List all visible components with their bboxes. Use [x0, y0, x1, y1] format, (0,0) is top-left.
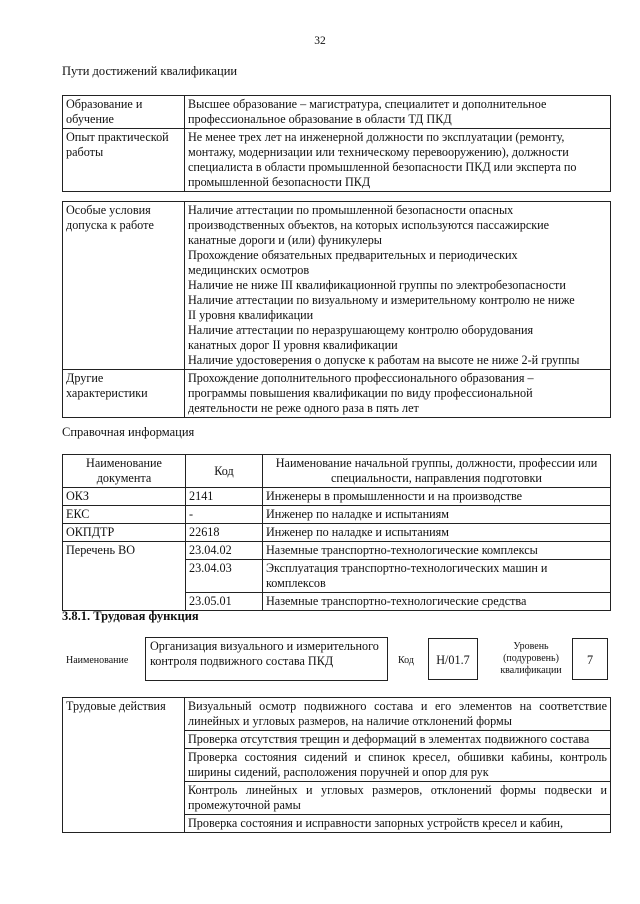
function-name-value: Организация визуального и измерительного контроля подвижного состава ПКД: [145, 637, 388, 681]
paths-heading: Пути достижений квалификации: [62, 64, 238, 78]
header-name: Наименование начальной группы, должности, профессии или специальности, направления подготовки: [263, 455, 611, 488]
cell-name: Наземные транспортно-технологические средства: [263, 593, 611, 611]
table-row: [63, 524, 611, 542]
table-row: [63, 488, 611, 506]
page-number: 32: [314, 35, 326, 47]
row-value: Высшее образование – магистратура, специалитет и дополнительное профессиональное образование в области ТД ПКД: [185, 96, 611, 129]
action-item: Визуальный осмотр подвижного состава и его элементов на соответствие линейных и угловых размеров, на наличие отклонений формы: [185, 698, 611, 731]
table-row: [63, 129, 611, 192]
cell-name: Эксплуатация транспортно-технологических машин и комплексов: [263, 560, 611, 593]
conditions-table: [62, 201, 611, 418]
cell-doc: ЕКС: [63, 506, 186, 524]
cell-doc: Перечень ВО: [63, 542, 186, 611]
action-item: Проверка отсутствия трещин и деформаций в элементах подвижного состава: [185, 731, 611, 749]
row-label: Другие характеристики: [63, 370, 185, 418]
cell-code: 22618: [186, 524, 263, 542]
row-label: Образование и обучение: [63, 96, 185, 129]
name-label: Наименование: [66, 655, 129, 666]
table-row: [63, 698, 611, 731]
education-table: [62, 95, 611, 192]
level-value: 7: [572, 638, 608, 680]
row-value: Прохождение дополнительного профессионального образования – программы повышения квалификации по виду профессиональной деятельности не реже одного раза в пять лет: [185, 370, 611, 418]
cell-doc: ОКПДТР: [63, 524, 186, 542]
action-item: Проверка состояния сидений и спинок кресел, обшивки кабины, контроль ширины сидений, расположения поручней и опор для рук: [185, 749, 611, 782]
cell-name: Наземные транспортно-технологические комплексы: [263, 542, 611, 560]
row-value: Наличие аттестации по промышленной безопасности опасных производственных объектов, на которых используются пассажирские канатные дороги и (или) фуникулеры Прохождение обязательных предварительных и периодических медицинских осмотров Наличие не ниже III квалификационной группы по электробезопасности Наличие аттестации по визуальному и измерительному контролю не ниже II уровня квалификации Наличие аттестации по неразрушающему контролю оборудования канатных дорог II уровня квалификации Наличие удостоверения о допуске к работам на высоте не ниже 2-й группы: [185, 202, 611, 370]
cell-code: 23.04.03: [186, 560, 263, 593]
reference-heading: Справочная информация: [62, 425, 195, 439]
table-row: [63, 370, 611, 418]
cell-name: Инженер по наладке и испытаниям: [263, 506, 611, 524]
cell-code: 23.05.01: [186, 593, 263, 611]
header-code: Код: [186, 455, 263, 488]
cell-name: Инженер по наладке и испытаниям: [263, 524, 611, 542]
cell-code: -: [186, 506, 263, 524]
cell-code: 23.04.02: [186, 542, 263, 560]
actions-table: [62, 697, 611, 833]
function-code-value: H/01.7: [428, 638, 478, 680]
row-label: Особые условия допуска к работе: [63, 202, 185, 370]
action-item: Контроль линейных и угловых размеров, отклонений формы подвески и промежуточной рамы: [185, 782, 611, 815]
table-row: [63, 96, 611, 129]
actions-label: Трудовые действия: [63, 698, 185, 833]
table-row: [63, 542, 611, 560]
code-label: Код: [398, 655, 414, 666]
reference-table: [62, 454, 611, 611]
cell-name: Инженеры в промышленности и на производстве: [263, 488, 611, 506]
row-value: Не менее трех лет на инженерной должности по эксплуатации (ремонту, монтажу, модернизации или техническому перевооружению), должности специалиста в области промышленной безопасности ПКД или эксперта по промышленной безопасности ПКД: [185, 129, 611, 192]
row-label: Опыт практической работы: [63, 129, 185, 192]
table-header-row: [63, 455, 611, 488]
action-item: Проверка состояния и исправности запорных устройств кресел и кабин,: [185, 815, 611, 833]
cell-doc: ОКЗ: [63, 488, 186, 506]
level-label: Уровень (подуровень) квалификации: [500, 641, 562, 676]
function-heading: 3.8.1. Трудовая функция: [62, 609, 199, 623]
header-doc: Наименование документа: [63, 455, 186, 488]
table-row: [63, 506, 611, 524]
cell-code: 2141: [186, 488, 263, 506]
table-row: [63, 202, 611, 370]
